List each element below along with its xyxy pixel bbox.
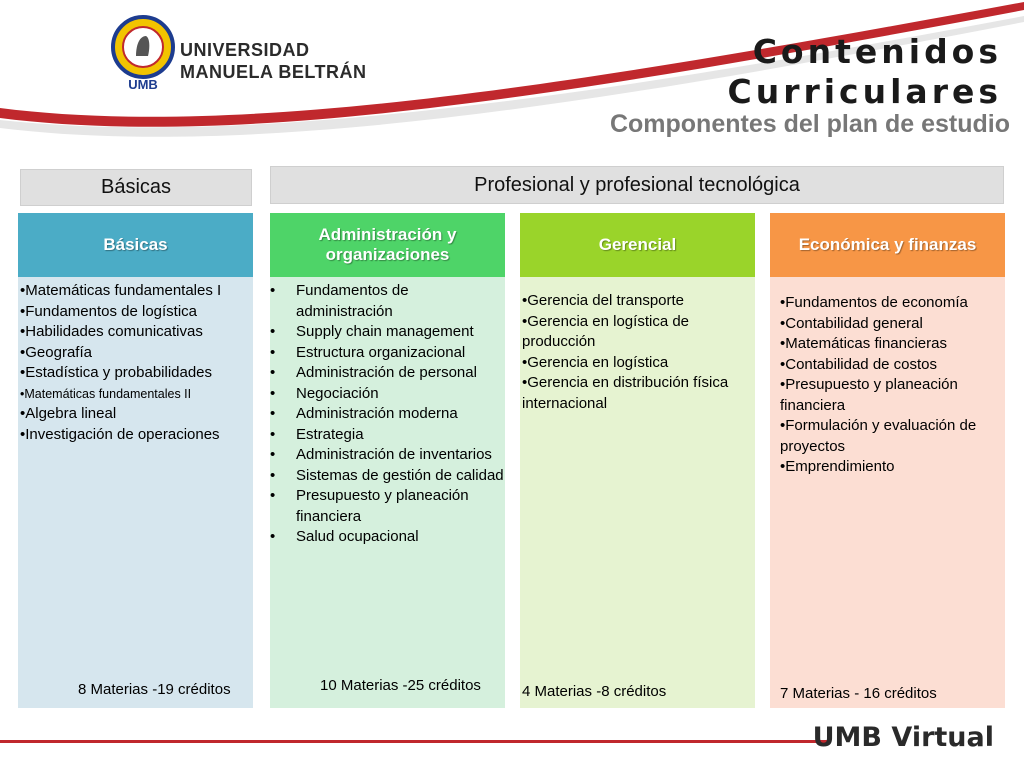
list-item <box>270 281 505 322</box>
course-list <box>770 277 1005 478</box>
column-body <box>520 277 755 708</box>
column-basicas <box>18 213 253 708</box>
column-title: Económica y finanzas <box>770 213 1005 277</box>
list-item: •Gerencia del transporte <box>522 292 685 309</box>
list-item-label: Negociación <box>296 384 379 402</box>
logo-line-2: MANUELA BELTRÁN <box>180 62 367 82</box>
bullet: • <box>270 425 276 443</box>
column-credits: 8 Materias -19 créditos <box>78 681 231 698</box>
list-item <box>270 445 505 466</box>
bullet: • <box>270 466 276 484</box>
list-item-label: Presupuesto y planeación financiera <box>296 487 469 525</box>
list-item: •Contabilidad general <box>780 314 923 332</box>
list-item-label: Sistemas de gestión de calidad <box>296 466 504 484</box>
list-item <box>270 384 505 405</box>
list-item: •Estadística y probabilidades <box>20 364 213 381</box>
column-body <box>270 277 505 708</box>
bullet: • <box>270 343 276 361</box>
list-item <box>270 363 505 384</box>
svg-text:UMB: UMB <box>128 77 158 92</box>
list-item <box>270 466 505 487</box>
bullet: • <box>270 528 276 545</box>
page-title <box>727 32 1002 112</box>
column-body <box>18 277 253 708</box>
list-item-label: Administración de inventarios <box>296 446 492 463</box>
list-item <box>270 425 505 446</box>
bullet: • <box>270 323 276 340</box>
bullet: • <box>270 405 276 422</box>
column-title: Gerencial <box>520 213 755 277</box>
column-credits: 4 Materias -8 créditos <box>522 683 667 700</box>
list-item <box>270 527 505 548</box>
list-item: •Matemáticas fundamentales II <box>20 386 192 401</box>
list-item-label: Estructura organizacional <box>296 343 466 361</box>
column-economica <box>770 213 1005 708</box>
university-logo <box>110 14 367 104</box>
list-item: •Geografía <box>20 343 92 361</box>
bullet: • <box>270 487 276 504</box>
bullet: • <box>270 364 276 381</box>
course-list <box>18 277 253 445</box>
list-item: •Algebra lineal <box>20 405 117 422</box>
list-item <box>270 343 505 364</box>
list-item: •Presupuesto y planeación financiera <box>780 376 958 414</box>
list-item-label: Administración de personal <box>296 364 477 381</box>
page-subtitle: Componentes del plan de estudio <box>609 110 1010 138</box>
group-profesional: Profesional y profesional tecnológica <box>270 166 1004 204</box>
list-item <box>270 486 505 527</box>
list-item: •Emprendimiento <box>780 458 895 475</box>
list-item <box>270 322 505 343</box>
list-item-label: Supply chain management <box>296 323 474 340</box>
column-gerencial <box>520 213 755 708</box>
footer-brand: UMB Virtual <box>812 722 994 753</box>
bullet: • <box>270 282 276 299</box>
bullet: • <box>270 446 276 463</box>
column-body <box>770 277 1005 708</box>
list-item-label: Estrategia <box>296 425 364 443</box>
title-line-1: Contenidos <box>752 32 1002 71</box>
bullet: • <box>270 384 276 402</box>
list-item: •Gerencia en distribución física internacional <box>522 374 729 412</box>
list-item-label: Fundamentos de administración <box>296 282 409 320</box>
list-item: •Habilidades comunicativas <box>20 323 203 340</box>
footer-divider <box>0 740 830 743</box>
title-line-2: Curriculares <box>727 72 1002 111</box>
column-credits: 10 Materias -25 créditos <box>320 677 481 694</box>
list-item: •Fundamentos de economía <box>780 294 968 311</box>
seal-icon <box>110 14 176 94</box>
list-item <box>270 404 505 425</box>
column-title: Básicas <box>18 213 253 277</box>
list-item: •Matemáticas fundamentales I <box>20 282 222 299</box>
column-credits: 7 Materias - 16 créditos <box>780 685 937 702</box>
list-item: •Gerencia en logística de producción <box>522 312 690 350</box>
list-item: •Formulación y evaluación de proyectos <box>780 417 977 455</box>
course-list <box>520 277 755 414</box>
list-item: •Investigación de operaciones <box>20 425 220 443</box>
list-item: •Contabilidad de costos <box>780 355 938 373</box>
column-title: Administración y organizaciones <box>270 213 505 277</box>
list-item: •Fundamentos de logística <box>20 302 198 320</box>
list-item-label: Administración moderna <box>296 405 458 422</box>
group-basicas: Básicas <box>20 169 252 206</box>
list-item: •Matemáticas financieras <box>780 335 947 352</box>
logo-line-1: UNIVERSIDAD <box>180 40 310 60</box>
column-administracion <box>270 213 505 708</box>
course-list <box>270 277 505 548</box>
list-item: •Gerencia en logística <box>522 353 669 371</box>
list-item-label: Salud ocupacional <box>296 528 419 545</box>
